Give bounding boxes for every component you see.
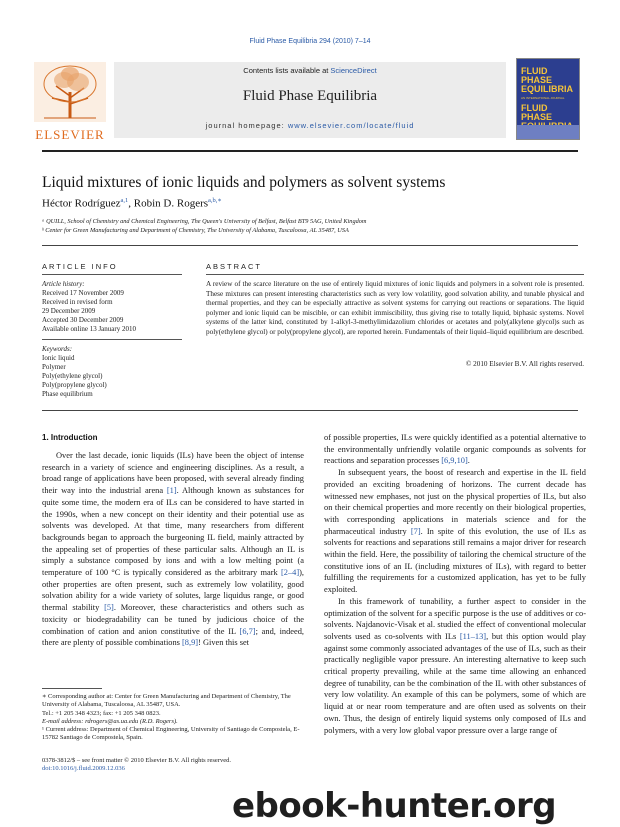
keywords-rule (42, 339, 182, 340)
affiliation-a: ᵃ QUILL, School of Chemistry and Chemical Engineering, The Queen's University of Belfast, Belfast BT9 5AG, United Kingdom (42, 218, 367, 225)
keyword-item: Poly(ethylene glycol) (42, 371, 103, 380)
abstract-copyright: © 2010 Elsevier B.V. All rights reserved. (465, 360, 584, 368)
elsevier-logo[interactable] (34, 62, 106, 142)
contents-line (114, 66, 506, 75)
history-item: Received 17 November 2009 (42, 288, 124, 297)
author-separator: , (128, 197, 134, 210)
abstract-rule (206, 274, 584, 275)
section-heading-introduction: 1. Introduction (42, 433, 98, 442)
abstract-bottom-rule (42, 410, 578, 411)
journal-homepage (114, 121, 506, 130)
body-left-column (42, 450, 304, 649)
author-rodriguez[interactable]: Héctor Rodríguez (42, 197, 121, 210)
front-matter (42, 757, 231, 774)
abstract-heading: ABSTRACT (206, 262, 263, 271)
text-run: of possible properties, ILs were quickly identified as a potential alternative to the environmentally unfriendly volatile organic compounds as solvents for reactions and separation processes (324, 433, 586, 466)
text-run: . In spite of this evolution, the use of ILs as solvents for reactions and separations still remains a major driver for research within the field. Here, the possibility of tailoring the chemical structure of the constitutive ions of an IL (including mixtures of ILs), with regard to better fulfilling the requirements for a customized application, has yet to be fully exploited. (324, 526, 586, 595)
history-item: Accepted 30 December 2009 (42, 315, 124, 324)
text-run: In this framework of tunability, a further aspect to consider in the optimization of the solvent for a specific purpose is the use of additives or co-solvents. Najdanovic-Visak et al. studied the effect of conventional molecular solvents used as co-solvents with ILs (324, 596, 586, 641)
text-run: . Moreover, these characteristics and others such as toxicity or biodegradability can be tuned by judicious choice of the combination of cation and anion constitutive of the IL (42, 603, 304, 636)
text-run: ; and, indeed, there are plenty of possible combinations (42, 626, 305, 648)
text-run: , but this option would play against some commonly associated advantages of the use of ILs, such as their practically negligible vapor pressure. An interesting alternative to keep such critical property prevailing, while at the same time allowing an enhanced degree of tunability, can be the combination of the IL with other substances of very low volatility. An example of this can be polymers, some of which are liquid at or near room temperature and are often used as solvents on their own. Thus, the design of entirely liquid systems only composed of ILs and polymers, with a very low global vapor pressure over a large range of (324, 631, 586, 735)
reference-link[interactable]: [11–13] (459, 631, 487, 641)
footnote-rule (42, 688, 102, 689)
keyword-item: Poly(propylene glycol) (42, 380, 107, 389)
cover-title: FLUID PHASE EQUILIBRIA (521, 66, 574, 94)
intro-paragraph-2 (324, 467, 586, 596)
keywords-label: Keywords: (42, 345, 73, 353)
intro-paragraph-3 (324, 596, 586, 736)
reference-link[interactable]: [2–4] (280, 568, 300, 578)
text-run: Over the last decade, ionic liquids (ILs) have been the object of intense research in a variety of science and engineering disciplines. As a result, a broad range of applications have been proposed, with several already finding their way into the industrial arena (42, 451, 304, 496)
keywords-block (42, 345, 192, 398)
publisher-name: ELSEVIER (35, 127, 105, 142)
article-info-rule (42, 274, 182, 275)
article-history (42, 280, 192, 333)
text-run: ), other properties are often present, such as extremely low volatility, good solvation ability for a wide variety of solutes, large liquidus range, or good thermal stability (42, 568, 304, 613)
text-run: In subsequent years, the boost of research and expertise in the IL field provided an exciting broadening of horizons. The current decade has witnessed new emphases, not just on the physical properties of ILs, but also on their chemical properties and more recently on their biological properties, with corresponding applications in materials science and for the pharmaceutical industry (324, 468, 586, 536)
keyword-item: Polymer (42, 362, 66, 371)
contents-prefix: Contents lists available at (243, 66, 329, 75)
body-right-column (324, 432, 586, 736)
homepage-link[interactable]: www.elsevier.com/locate/fluid (287, 121, 415, 130)
author2-affiliation-mark[interactable]: a,b,∗ (208, 197, 222, 204)
history-label: Article history: (42, 280, 85, 288)
footnote-corresponding: ∗ Corresponding author at: Center for Green Manufacturing and Department of Chemistry, The University of Alabama, Tuscaloosa, AL 35487, USA. (42, 693, 291, 709)
reference-link[interactable]: [5] (104, 603, 114, 613)
footnotes (42, 693, 304, 743)
author1-affiliation-mark[interactable]: a,1 (120, 197, 129, 204)
reference-link[interactable]: [1] (166, 486, 177, 496)
footnote-current-address: ¹ Current address: Department of Chemical Engineering, University of Santiago de Compostela, E-15782 Santiago de Compostela, Spain. (42, 726, 300, 742)
title-rule (42, 245, 578, 246)
reference-link[interactable]: [8,9] (182, 638, 199, 648)
cover-subtitle: AN INTERNATIONAL JOURNAL (521, 96, 565, 100)
history-item: Available online 13 January 2010 (42, 324, 136, 333)
abstract-text: A review of the scarce literature on the use of entirely liquid mixtures of ionic liquids and polymers in a solvent role is presented. These mixtures can present interesting characteristics such as very low volatility, good solvation ability, and tunable physical and thermal properties, and they can be especially attractive as solvent systems for carrying out reactions or separations. The liquid polymer and ionic liquid can be miscible, or can exhibit immiscibility, thus giving rise to totally liquid, biphasic systems. Novel systems of the latter kind, constituted by 1-alkyl-3-methylimidazolium chlorides or acetates and poly(alkylene glycol)s such as poly(ethylene glycol) or poly(propylene glycol), are reported herein. Fundamentals of their liquid–liquid equilibrium are described. (206, 280, 584, 336)
elsevier-tree-icon (34, 62, 106, 122)
journal-title[interactable]: Fluid Phase Equilibria (242, 88, 378, 104)
article-title: Liquid mixtures of ionic liquids and polymers as solvent systems (42, 174, 446, 191)
reference-link[interactable]: [7] (410, 526, 421, 536)
issn-line: 0378-3812/$ – see front matter © 2010 Elsevier B.V. All rights reserved. (42, 757, 231, 764)
reference-link[interactable]: [6,7] (239, 626, 256, 636)
keyword-item: Phase equilibrium (42, 389, 93, 398)
doi-link[interactable]: doi:10.1016/j.fluid.2009.12.036 (42, 765, 125, 773)
history-item: 29 December 2009 (42, 306, 96, 315)
header-rule (42, 150, 578, 152)
author-rogers[interactable]: Robin D. Rogers (133, 197, 209, 210)
intro-paragraph-1 (42, 450, 304, 649)
text-run: . (467, 456, 470, 466)
affiliation-b: ᵇ Center for Green Manufacturing and Department of Chemistry, The University of Alabama, Tuscaloosa, AL 35487, USA (42, 227, 349, 234)
sciencedirect-link[interactable]: ScienceDirect (330, 66, 377, 75)
watermark-text: ebook-hunter.org (232, 786, 557, 826)
cover-title-repeat: FLUID PHASE (521, 103, 553, 122)
keyword-item: Ionic liquid (42, 353, 75, 362)
journal-citation[interactable]: Fluid Phase Equilibria 294 (2010) 7–14 (249, 38, 371, 45)
journal-cover-image[interactable] (516, 58, 580, 140)
intro-paragraph-1-cont (324, 432, 586, 467)
history-item: Received in revised form (42, 297, 113, 306)
author-line (42, 196, 222, 210)
footnote-email[interactable]: E-mail address: rdrogers@as.ua.edu (R.D. Rogers). (42, 717, 178, 725)
reference-link[interactable]: [6,9,10] (441, 456, 468, 466)
text-run: ! Given this set (198, 638, 250, 648)
text-run: . Although known as substances for quite some time, the modern era of ILs can be considered to have started in the 1990s, when a new concept on their identity and their potential use as solvents was developed. At that time, many researchers from different backgrounds began to approach the burgeoning IL field, mainly attracted by the appealing set of properties of these particular salts. Although an IL is simply a substance composed by ions and with a low melting point (a temperature of 100 °C is typically considered as the arbitrary mark (42, 486, 304, 578)
article-info-heading: ARTICLE INFO (42, 262, 118, 271)
homepage-prefix: journal homepage: (205, 121, 285, 130)
cover-band (517, 125, 579, 139)
footnote-tel: Tel.: +1 205 348 4323; fax: +1 205 348 0823. (42, 709, 161, 717)
